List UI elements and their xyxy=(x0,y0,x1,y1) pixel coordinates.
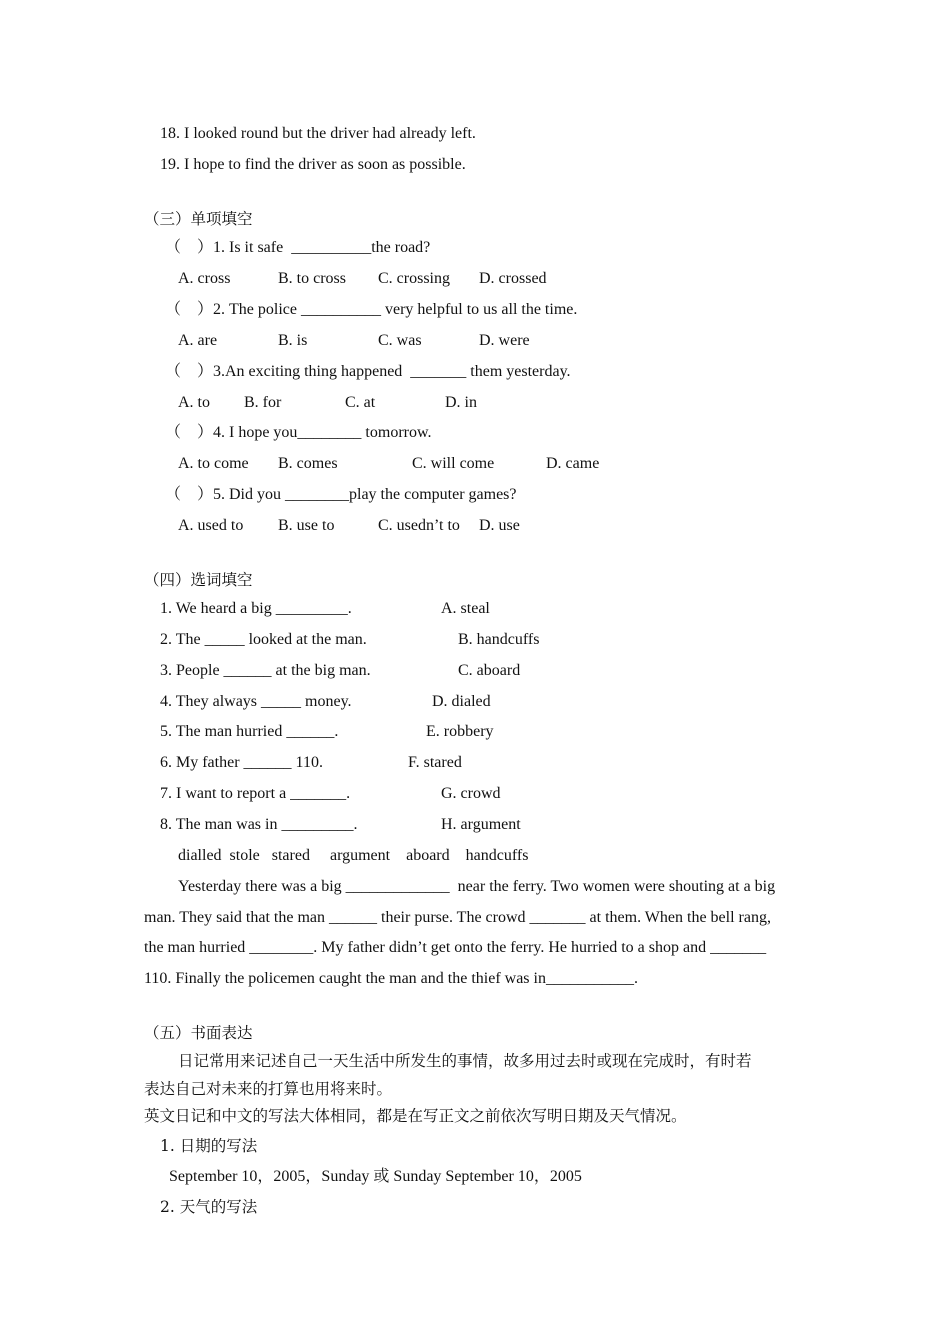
paragraph-1-line-2: 表达自己对未来的打算也用将来时。 xyxy=(144,1080,393,1098)
option-a: A. to xyxy=(178,394,210,411)
match-sentence-8: 8. The man was in _________. xyxy=(160,816,358,833)
option-d: D. came xyxy=(546,455,600,472)
subheading-weather: 2. 天气的写法 xyxy=(160,1198,258,1216)
match-word-c: C. aboard xyxy=(458,662,521,679)
question-4: （ ）4. I hope you________ tomorrow. xyxy=(165,424,432,441)
option-c: C. was xyxy=(378,332,422,349)
sentence-18: 18. I looked round but the driver had already left. xyxy=(160,125,476,142)
option-b: B. comes xyxy=(278,455,338,472)
subheading-date: 1. 日期的写法 xyxy=(160,1137,258,1155)
date-example: September 10，2005，Sunday 或 Sunday September 10，2005 xyxy=(169,1168,582,1185)
match-word-b: B. handcuffs xyxy=(458,631,540,648)
option-c: C. usedn’t to xyxy=(378,517,460,534)
match-sentence-4: 4. They always _____ money. xyxy=(160,693,352,710)
option-b: B. to cross xyxy=(278,270,346,287)
match-sentence-7: 7. I want to report a _______. xyxy=(160,785,351,802)
passage-line-3: the man hurried ________. My father didn’t get onto the ferry. He hurried to a shop and _______ xyxy=(144,939,767,956)
passage-line-1: Yesterday there was a big _____________ near the ferry. Two women were shouting at a big xyxy=(178,878,776,895)
option-a: A. used to xyxy=(178,517,244,534)
question-2: （ ）2. The police __________ very helpful to us all the time. xyxy=(165,301,578,318)
match-sentence-1: 1. We heard a big _________. xyxy=(160,600,352,617)
word-bank: dialled stole stared argument aboard handcuffs xyxy=(178,847,529,864)
match-word-f: F. stared xyxy=(408,754,462,771)
option-a: A. are xyxy=(178,332,218,349)
paragraph-1-line-1: 日记常用来记述自己一天生活中所发生的事情，故多用过去时或现在完成时，有时若 xyxy=(178,1052,752,1070)
option-b: B. use to xyxy=(278,517,335,534)
passage-line-2: man. They said that the man ______ their purse. The crowd _______ at them. When the bell rang, xyxy=(144,909,771,926)
match-sentence-2: 2. The _____ looked at the man. xyxy=(160,631,367,648)
option-c: C. will come xyxy=(412,455,495,472)
match-word-a: A. steal xyxy=(441,600,490,617)
option-d: D. in xyxy=(445,394,477,411)
option-b: B. for xyxy=(244,394,282,411)
option-d: D. were xyxy=(479,332,530,349)
match-word-e: E. robbery xyxy=(426,723,494,740)
section-heading-word-fill: （四）选词填空 xyxy=(144,571,253,589)
option-c: C. at xyxy=(345,394,376,411)
option-a: A. cross xyxy=(178,270,231,287)
match-sentence-3: 3. People ______ at the big man. xyxy=(160,662,371,679)
match-word-h: H. argument xyxy=(441,816,521,833)
option-d: D. crossed xyxy=(479,270,547,287)
match-sentence-5: 5. The man hurried ______. xyxy=(160,723,339,740)
question-3: （ ）3.An exciting thing happened _______ them yesterday. xyxy=(165,363,571,380)
section-heading-single-choice: （三）单项填空 xyxy=(144,210,253,228)
option-d: D. use xyxy=(479,517,520,534)
section-heading-writing: （五）书面表达 xyxy=(144,1024,253,1042)
passage-line-4: 110. Finally the policemen caught the man and the thief was in___________. xyxy=(144,970,638,987)
match-sentence-6: 6. My father ______ 110. xyxy=(160,754,323,771)
paragraph-2: 英文日记和中文的写法大体相同，都是在写正文之前依次写明日期及天气情况。 xyxy=(144,1107,687,1125)
option-a: A. to come xyxy=(178,455,249,472)
option-b: B. is xyxy=(278,332,308,349)
option-c: C. crossing xyxy=(378,270,450,287)
match-word-d: D. dialed xyxy=(432,693,491,710)
sentence-19: 19. I hope to find the driver as soon as possible. xyxy=(160,156,466,173)
question-5: （ ）5. Did you ________play the computer games? xyxy=(165,486,517,503)
match-word-g: G. crowd xyxy=(441,785,501,802)
question-1: （ ）1. Is it safe __________the road? xyxy=(165,239,431,256)
